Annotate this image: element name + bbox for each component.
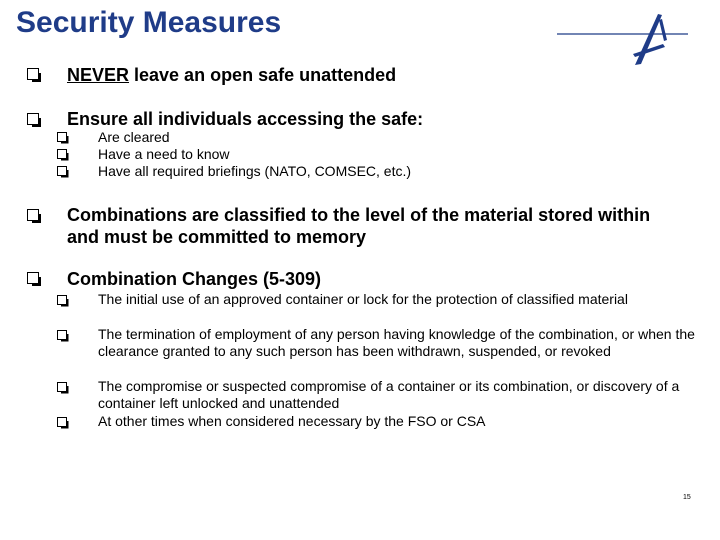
- checkbox-bullet-icon: [27, 272, 39, 284]
- checkbox-bullet-icon: [27, 209, 39, 221]
- sub-bullet-compromise: The compromise or suspected compromise of a container or its combination, or discovery of a container left unlocked and unattended: [98, 378, 680, 412]
- bullet-never-leave-safe: [67, 64, 667, 86]
- slide-title: Security Measures: [16, 6, 282, 39]
- sub-bullet-initial-use: The initial use of an approved container or lock for the protection of classified material: [98, 291, 628, 307]
- checkbox-bullet-icon: [57, 417, 67, 427]
- page-number: 15: [683, 494, 691, 501]
- bullet-combinations-classified: Combinations are classified to the level of the material stored within and must be committed to memory: [67, 205, 651, 247]
- checkbox-bullet-icon: [57, 295, 67, 305]
- sub-bullet-termination: The termination of employment of any person having knowledge of the combination, or when the clearance granted to any such person has been withdrawn, suspended, or revoked: [98, 326, 695, 360]
- bullet-ensure-individuals: Ensure all individuals accessing the safe:: [67, 109, 424, 129]
- sub-bullet-briefings: Have all required briefings (NATO, COMSEC, etc.): [98, 163, 412, 179]
- checkbox-bullet-icon: [57, 149, 67, 159]
- checkbox-bullet-icon: [27, 113, 39, 125]
- emphasis-never: NEVER: [67, 65, 130, 85]
- sub-bullet-need-to-know: Have a need to know: [98, 146, 230, 162]
- checkbox-bullet-icon: [57, 330, 67, 340]
- sub-bullet-other-times: At other times when considered necessary by the FSO or CSA: [98, 413, 486, 429]
- checkbox-bullet-icon: [57, 132, 67, 142]
- checkbox-bullet-icon: [57, 382, 67, 392]
- checkbox-bullet-icon: [57, 166, 67, 176]
- bullet-text: leave an open safe unattended: [129, 65, 397, 85]
- sub-bullet-cleared: Are cleared: [98, 129, 170, 145]
- star-logo-icon: [555, 10, 690, 66]
- bullet-combination-changes: Combination Changes (5-309): [67, 269, 322, 289]
- checkbox-bullet-icon: [27, 68, 39, 80]
